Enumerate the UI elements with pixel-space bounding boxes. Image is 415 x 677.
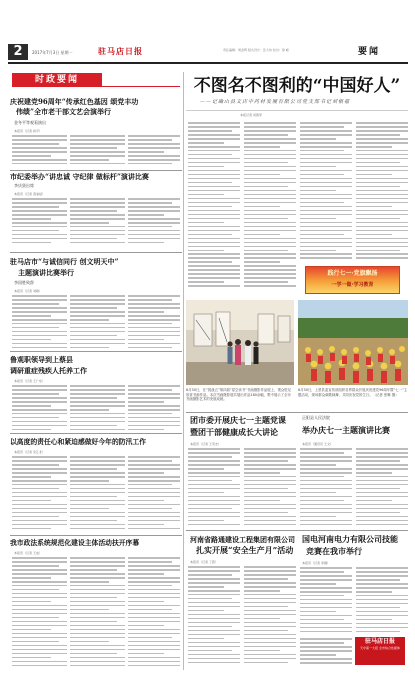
section-name: 要闻: [358, 47, 381, 57]
exhibition-photo: [186, 300, 294, 385]
article-byline: 本报讯（记者 杨平）: [14, 129, 42, 133]
lead-subtitle: ——记确山县文店中药材发展有限公司党支部书记刘根福: [200, 99, 351, 105]
story-kicker: 正阳县人民法院: [302, 415, 330, 420]
article-body: [12, 135, 67, 167]
story-byline: 本报讯（通讯员 王文）: [302, 442, 333, 446]
story-body: [356, 567, 408, 635]
article-body: [128, 557, 180, 669]
lead-body: [356, 122, 408, 262]
celebration-photo: [298, 300, 408, 385]
lead-byline: 本报记者 何胜军: [240, 113, 262, 117]
photo-caption: 6月30日，在“挑战五”第四届“星空读书”书画摄影作品展上，观众驻足欣赏书画作品。本次书画摄影展共展出作品180余幅，集中展示了全市书画摄影艺术的发展成就。: [186, 388, 292, 402]
article-title: 市纪委举办“讲忠诚 守纪律 做标杆”演讲比赛: [10, 172, 149, 181]
issue-date: 2017年7月3日 星期一: [32, 50, 73, 55]
story-byline: 本报讯（记者 丁跃）: [190, 560, 218, 564]
story-title: 团市委开展庆七一主题党课: [190, 415, 286, 425]
article-title-line2: 主题演讲比赛举行: [18, 268, 74, 277]
section-tag: 时政要闻: [12, 73, 102, 87]
story-title-line2: 竞赛在我市举行: [306, 546, 362, 556]
article-body: [12, 385, 67, 433]
article-title: 以高度的责任心和紧迫感做好今年的防汛工作: [10, 438, 146, 446]
masthead-logo: 驻马店日报: [98, 46, 143, 56]
lead-body: [188, 122, 240, 292]
article-title: 庆祝建党96周年“传承红色基因 颂党丰功: [10, 97, 139, 106]
article-body: [12, 295, 67, 351]
article-body: [128, 295, 180, 351]
article-subtitle: 金冬平等观看演出: [14, 120, 46, 125]
campaign-banner: [305, 266, 400, 294]
banner-title: 践行七一·党旗飘扬: [327, 270, 378, 277]
article-byline: 本报讯（记者 荔旭斌）: [14, 192, 45, 196]
article-title: 我市政法系统规范化建设主体活动扶开序幕: [10, 539, 140, 547]
article-subtitle: 李国胜致辞: [14, 280, 34, 285]
divider: [186, 110, 408, 111]
story-body: [244, 566, 296, 668]
story-body: [300, 448, 352, 528]
article-body: [12, 557, 67, 669]
header-rule: [8, 62, 408, 64]
article-body: [70, 198, 125, 248]
lead-body: [244, 122, 296, 292]
footer-logo: [355, 637, 405, 665]
story-byline: 本报讯（记者 王英杰）: [190, 442, 221, 446]
article-body: [128, 198, 180, 248]
lead-body: [300, 122, 352, 262]
story-title: 举办庆七一主题演讲比赛: [302, 425, 390, 435]
article-byline: 本报讯（记者 刘敏）: [14, 289, 42, 293]
article-body: [12, 198, 67, 248]
article-byline: 本报讯（记者 王成）: [14, 551, 42, 555]
divider: [186, 412, 408, 413]
footer-logo-slogan: 天中第一大报 全市综合性媒体: [360, 646, 400, 650]
story-title-line2: 暨团干部健康成长大讲论: [190, 427, 278, 437]
divider: [10, 170, 182, 171]
divider: [10, 351, 182, 352]
banner-slogan: 一学一做·学习教育: [331, 282, 374, 288]
story-body: [300, 638, 352, 668]
story-body: [244, 448, 296, 528]
article-body: [70, 295, 125, 351]
divider: [10, 433, 182, 434]
page-number: 2: [8, 44, 28, 60]
article-body: [128, 456, 180, 532]
article-body: [70, 557, 125, 669]
article-body: [70, 385, 125, 433]
column-divider: [183, 72, 184, 670]
article-body: [128, 135, 180, 167]
story-body: [300, 567, 352, 635]
divider: [186, 530, 408, 531]
story-body: [188, 566, 240, 668]
divider: [10, 252, 182, 253]
article-title: 鲁观职领导到上蔡县: [10, 355, 73, 364]
story-byline: 本报讯（记者 李刚）: [302, 561, 330, 565]
page-header: [8, 44, 408, 66]
story-body: [356, 448, 408, 528]
section-tag-rule: [102, 86, 180, 87]
article-body: [128, 385, 180, 433]
article-body: [12, 456, 67, 532]
divider: [10, 535, 182, 536]
lead-headline: 不图名不图利的“中国好人”: [193, 76, 401, 96]
article-byline: 本报讯（记者 王广东）: [14, 379, 45, 383]
story-title: 国电河南电力有限公司技能: [302, 534, 398, 544]
article-byline: 本报讯（记者 宋江北）: [14, 450, 45, 454]
article-body: [70, 456, 125, 532]
article-body: [70, 135, 125, 167]
article-subtitle: 李庆贤出席: [14, 183, 34, 188]
article-title-line2: 调研重症残疾人托养工作: [10, 366, 87, 375]
editor-credits: 责任编辑：周金辉 版式设计：张大伟 校对：徐 峰: [223, 48, 289, 52]
article-title-line2: 伟绩”全市老干部文艺会演举行: [16, 107, 112, 116]
article-title: 驻马店市“与诚信同行 创文明天中”: [10, 257, 119, 266]
footer-logo-name: 驻马店日报: [364, 638, 395, 645]
photo-caption: 6月30日，上蔡县委宣传部组织各界群众开展庆祝建党96周年暨“七一”主题活动，现场群众载歌载舞，共同庆祝党的生日。（记者 张琳 摄）: [298, 388, 408, 397]
story-title: 河南省路通建设工程集团有限公司: [190, 535, 295, 544]
story-body: [188, 448, 240, 528]
story-title-line2: 扎实开展“安全生产月”活动: [196, 545, 294, 555]
